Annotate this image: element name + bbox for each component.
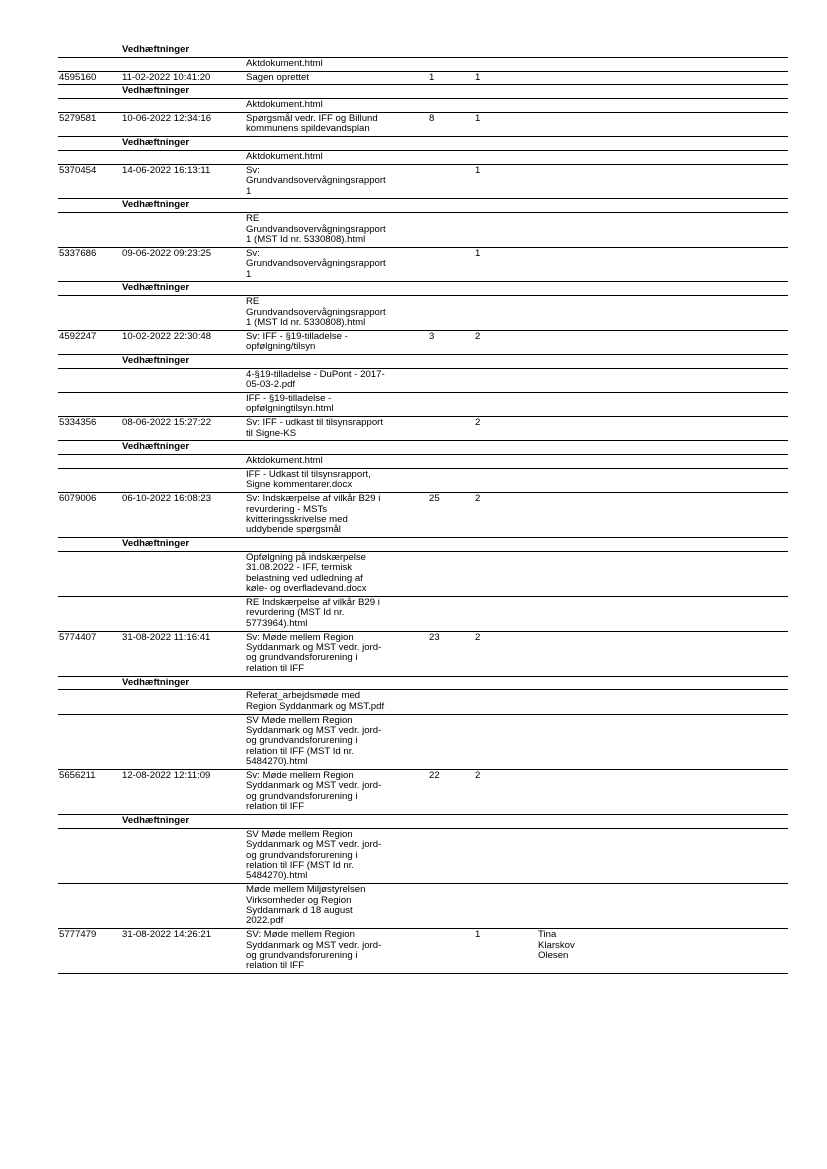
attachment-row <box>58 369 788 393</box>
document-title: Sv: Grundvandsovervågningsrapport 1 <box>246 247 386 280</box>
attachments-header-row <box>58 282 788 296</box>
attachment-filename: IFF - Udkast til tilsynsrapport, Signe kommentarer.docx <box>246 469 371 491</box>
document-datetime: 08-06-2022 15:27:22 <box>122 417 212 429</box>
document-count-a: 22 <box>429 770 440 781</box>
document-title: Sv: Indskærpelse af vilkår B29 i revurdering - MSTs kvitteringsskrivelse med uddybende spørgsmål <box>246 493 381 536</box>
attachments-header-row <box>58 355 788 369</box>
attachment-row <box>58 296 788 331</box>
document-id: 5656211 <box>59 770 96 781</box>
attachments-header-row <box>58 815 788 829</box>
document-count-a: 3 <box>429 330 435 342</box>
document-count-b: 1 <box>475 164 481 176</box>
attachment-row <box>58 597 788 632</box>
document-count-b: 1 <box>475 113 481 124</box>
attachment-row <box>58 552 788 597</box>
document-title: Sv: Grundvandsovervågningsrapport 1 <box>246 164 386 197</box>
document-id: 5279581 <box>59 113 97 124</box>
document-count-b: 1 <box>475 247 481 259</box>
attachment-row <box>58 829 788 884</box>
attachment-row <box>58 690 788 714</box>
document-id: 4595160 <box>59 71 97 83</box>
document-id: 5777479 <box>59 929 97 941</box>
attachments-label: Vedhæftninger <box>122 282 190 294</box>
attachment-row <box>58 58 788 72</box>
attachment-filename: 4-§19-tilladelse - DuPont - 2017- 05-03-2.pdf <box>246 368 385 391</box>
attachment-filename: RE Grundvandsovervågningsrapport 1 (MST Id nr. 5330808).html <box>246 296 386 328</box>
attachments-header-row <box>58 538 788 552</box>
attachment-row <box>58 151 788 165</box>
document-datetime: 31-08-2022 11:16:41 <box>122 631 211 643</box>
document-title: Spørgsmål vedr. IFF og Billund kommunens spildevandsplan <box>246 113 378 135</box>
attachment-filename: Aktdokument.html <box>246 455 323 467</box>
attachment-row <box>58 455 788 469</box>
document-row <box>58 165 788 200</box>
document-datetime: 11-02-2022 10:41:20 <box>122 71 211 83</box>
document-count-a: 25 <box>429 493 440 505</box>
attachment-filename: SV Møde mellem Region Syddanmark og MST vedr. jord- og grundvandsforurening i relation til IFF (MST Id nr. 5484270).html <box>246 714 382 768</box>
document-count-a: 23 <box>429 631 440 643</box>
attachments-label: Vedhæftninger <box>122 199 190 211</box>
attachments-label: Vedhæftninger <box>122 676 190 688</box>
attachment-filename: Møde mellem Miljøstyrelsen Virksomheder og Region Syddanmark d 18 august 2022.pdf <box>246 884 366 927</box>
document-row <box>58 770 788 815</box>
attachments-label: Vedhæftninger <box>122 355 190 366</box>
attachment-row <box>58 99 788 113</box>
attachment-row <box>58 469 788 493</box>
document-count-b: 2 <box>475 631 481 643</box>
attachment-filename: RE Indskærpelse af vilkår B29 i revurdering (MST Id nr. 5773964).html <box>246 597 380 629</box>
document-title: Sv: Møde mellem Region Syddanmark og MST vedr. jord- og grundvandsforurening i relation til IFF <box>246 770 382 813</box>
document-datetime: 10-06-2022 12:34:16 <box>122 113 212 124</box>
attachments-header-row <box>58 677 788 691</box>
document-datetime: 10-02-2022 22:30:48 <box>122 330 212 342</box>
attachments-header-row <box>58 441 788 455</box>
document-count-a: 1 <box>429 71 435 83</box>
document-count-b: 1 <box>475 71 481 83</box>
attachment-filename: RE Grundvandsovervågningsrapport 1 (MST Id nr. 5330808).html <box>246 213 386 245</box>
document-count-b: 1 <box>475 929 481 941</box>
attachments-label: Vedhæftninger <box>122 44 190 55</box>
document-row <box>58 113 788 137</box>
attachments-label: Vedhæftninger <box>122 85 190 97</box>
attachments-label: Vedhæftninger <box>122 441 190 453</box>
attachment-row <box>58 715 788 770</box>
attachment-filename: Aktdokument.html <box>246 57 323 69</box>
document-row <box>58 72 788 86</box>
document-id: 5334356 <box>59 417 97 429</box>
attachments-label: Vedhæftninger <box>122 538 190 550</box>
attachment-filename: Opfølgning på indskærpelse 31.08.2022 - IFF, termisk belastning ved udledning af køle- og overfladevand.docx <box>246 552 367 595</box>
attachment-row <box>58 884 788 929</box>
document-row <box>58 331 788 355</box>
document-title: Sv: Møde mellem Region Syddanmark og MST vedr. jord- og grundvandsforurening i relation til IFF <box>246 631 382 674</box>
document-row <box>58 632 788 677</box>
attachment-filename: IFF - §19-tilladelse - opfølgningtilsyn.html <box>246 393 334 415</box>
document-count-b: 2 <box>475 770 481 781</box>
attachments-header-row <box>58 44 788 58</box>
document-datetime: 14-06-2022 16:13:11 <box>122 164 211 176</box>
attachment-filename: Referat_arbejdsmøde med Region Syddanmark og MST.pdf <box>246 690 385 712</box>
attachment-filename: SV Møde mellem Region Syddanmark og MST vedr. jord- og grundvandsforurening i relation til IFF (MST Id nr. 5484270).html <box>246 828 382 882</box>
attachments-header-row <box>58 85 788 99</box>
attachment-row <box>58 213 788 248</box>
attachments-header-row <box>58 137 788 151</box>
document-id: 5370454 <box>59 164 97 176</box>
document-id: 6079006 <box>59 493 97 505</box>
document-count-b: 2 <box>475 417 481 429</box>
document-datetime: 12-08-2022 12:11:09 <box>122 770 211 781</box>
document-title: SV: Møde mellem Region Syddanmark og MST vedr. jord- og grundvandsforurening i relation til IFF <box>246 929 382 972</box>
document-id: 5774407 <box>59 631 97 643</box>
document-row <box>58 493 788 538</box>
document-person: Tina Klarskov Olesen <box>538 929 575 961</box>
attachments-label: Vedhæftninger <box>122 815 190 826</box>
document-id: 5337686 <box>59 247 97 259</box>
document-datetime: 09-06-2022 09:23:25 <box>122 247 212 259</box>
document-title: Sv: IFF - udkast til tilsynsrapport til Signe-KS <box>246 417 384 439</box>
attachment-row <box>58 393 788 417</box>
document-row <box>58 929 788 974</box>
document-count-a: 8 <box>429 113 435 124</box>
attachments-header-row <box>58 199 788 213</box>
attachment-filename: Aktdokument.html <box>246 99 323 111</box>
document-id: 4592247 <box>59 330 97 342</box>
document-title: Sv: IFF - §19-tilladelse - opfølgning/tilsyn <box>246 330 348 353</box>
attachment-filename: Aktdokument.html <box>246 151 323 162</box>
attachments-label: Vedhæftninger <box>122 137 190 149</box>
document-title: Sagen oprettet <box>246 71 309 83</box>
document-row <box>58 417 788 441</box>
document-row <box>58 248 788 283</box>
document-datetime: 31-08-2022 14:26:21 <box>122 929 212 941</box>
document-count-b: 2 <box>475 330 481 342</box>
document-datetime: 06-10-2022 16:08:23 <box>122 493 212 505</box>
document-count-b: 2 <box>475 493 481 505</box>
